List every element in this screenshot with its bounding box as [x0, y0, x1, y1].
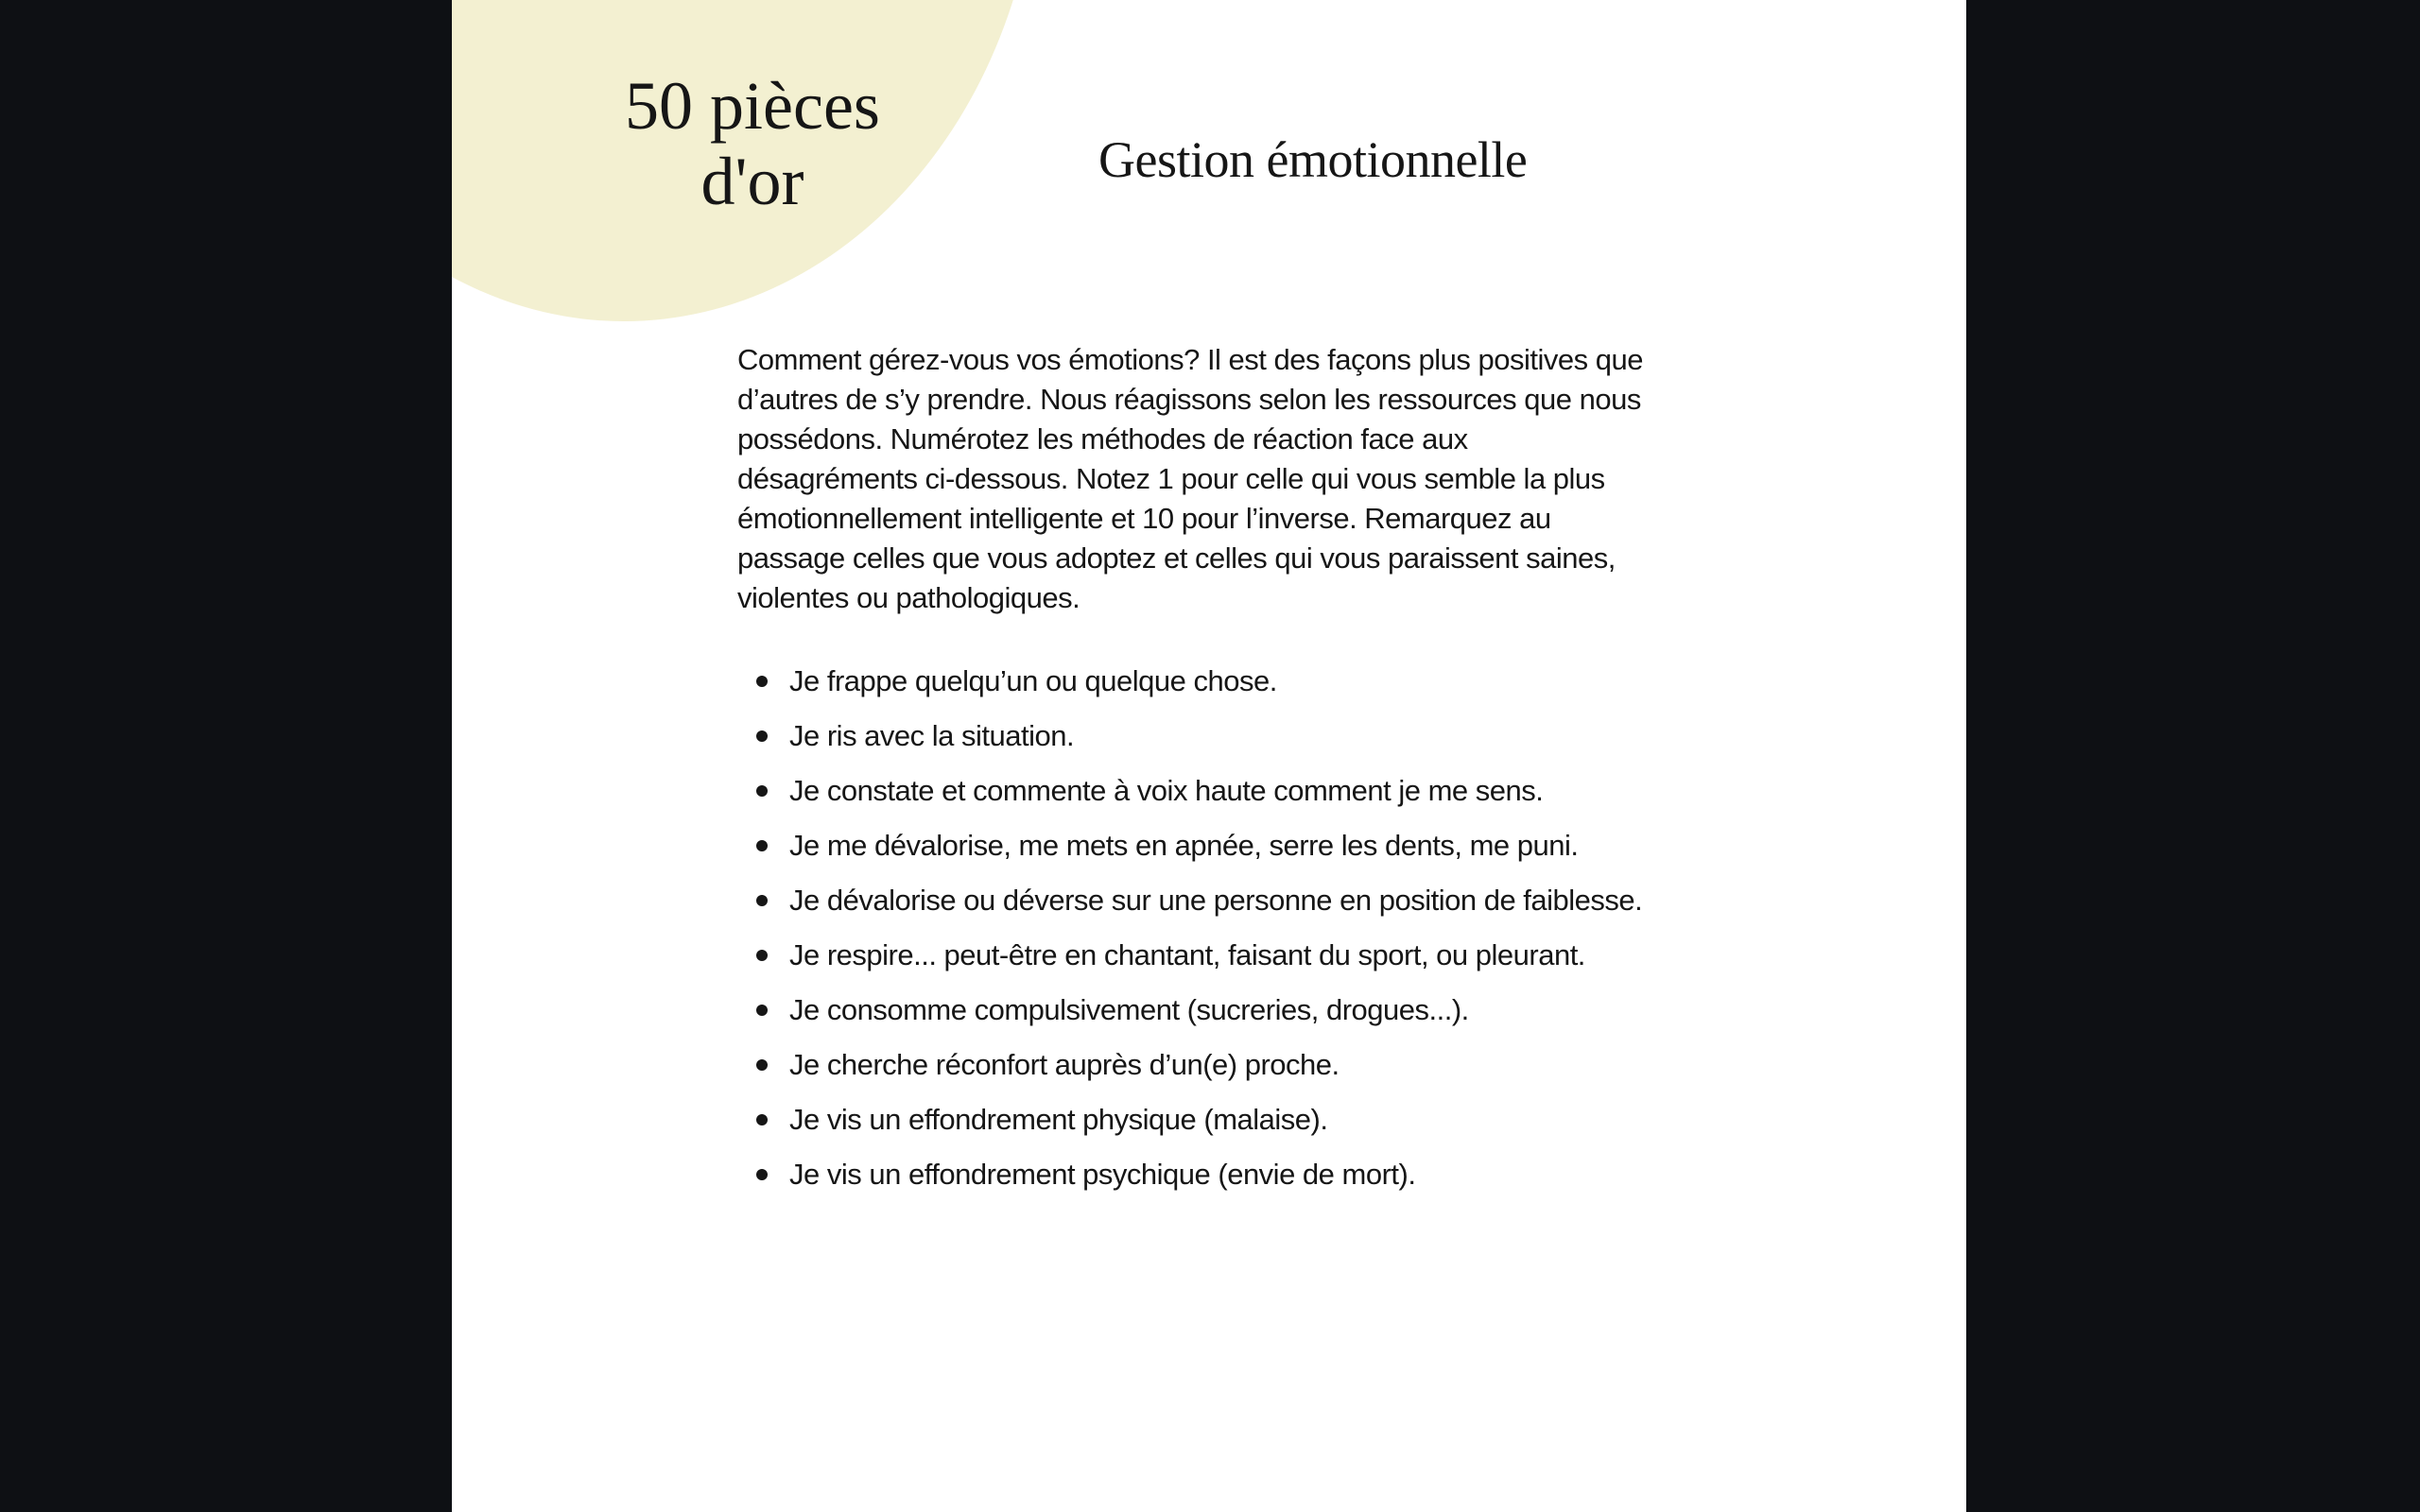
intro-line: émotionnellement intelligente et 10 pour l’inverse. Remarquez au: [737, 502, 1551, 535]
list-item: Je cherche réconfort auprès d’un(e) proche.: [756, 1038, 1843, 1092]
intro-paragraph: [737, 340, 1777, 618]
list-item: Je constate et commente à voix haute comment je me sens.: [756, 764, 1843, 818]
list-item: Je frappe quelqu’un ou quelque chose.: [756, 654, 1843, 709]
intro-line: d’autres de s’y prendre. Nous réagissons selon les ressources que nous: [737, 383, 1641, 416]
intro-line: désagréments ci-dessous. Notez 1 pour celle qui vous semble la plus: [737, 462, 1605, 495]
intro-line: violentes ou pathologiques.: [737, 581, 1080, 614]
list-item: Je ris avec la situation.: [756, 709, 1843, 764]
list-item: Je consomme compulsivement (sucreries, drogues...).: [756, 983, 1843, 1038]
list-item: Je dévalorise ou déverse sur une personne en position de faiblesse.: [756, 873, 1843, 928]
page-title: Gestion émotionnelle: [1098, 131, 1528, 188]
deck-title-line2: d'or: [700, 144, 804, 219]
list-item: Je respire... peut-être en chantant, faisant du sport, ou pleurant.: [756, 928, 1843, 983]
list-item: Je me dévalorise, me mets en apnée, serre les dents, me puni.: [756, 818, 1843, 873]
list-item: Je vis un effondrement physique (malaise).: [756, 1092, 1843, 1147]
list-item: Je vis un effondrement psychique (envie de mort).: [756, 1147, 1843, 1202]
intro-line: Comment gérez-vous vos émotions? Il est des façons plus positives que: [737, 343, 1643, 376]
intro-line: passage celles que vous adoptez et celles qui vous paraissent saines,: [737, 541, 1616, 575]
reaction-methods-list: [756, 654, 1843, 1202]
deck-title-badge: [516, 68, 989, 219]
deck-title-line1: 50 pièces: [625, 68, 880, 144]
intro-line: possédons. Numérotez les méthodes de réaction face aux: [737, 422, 1468, 455]
document-page: [452, 0, 1966, 1512]
